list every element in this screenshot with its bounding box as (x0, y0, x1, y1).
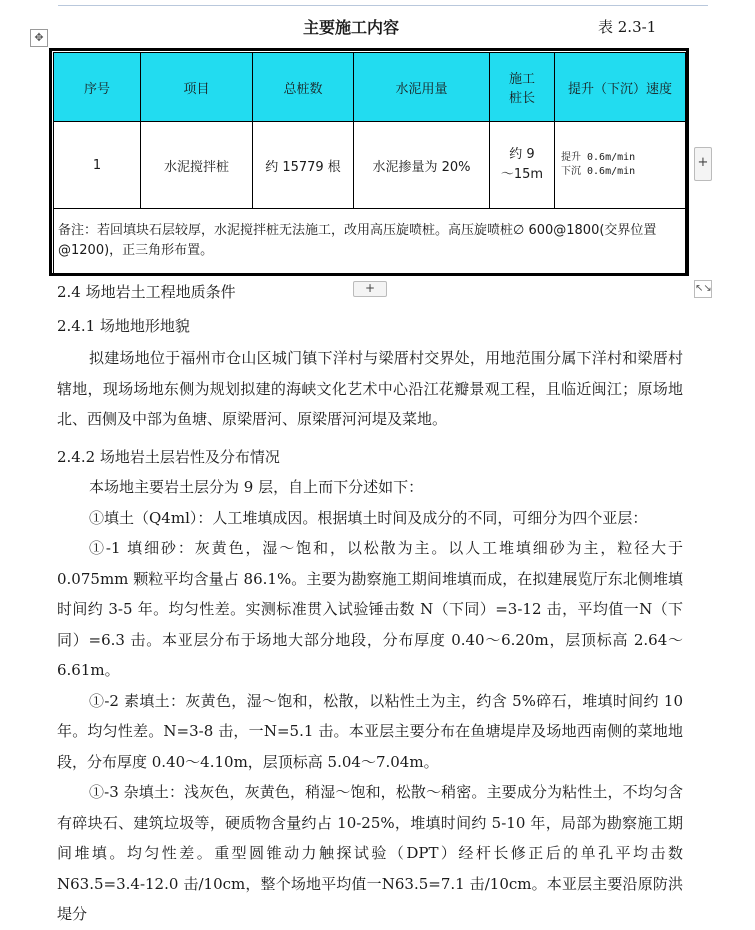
table-note-row (54, 209, 686, 274)
cell-cement[interactable]: 水泥掺量为 20% (354, 122, 490, 209)
page-top-rule (58, 0, 708, 6)
header-total-piles: 总桩数 (253, 53, 354, 122)
cell-total-piles[interactable]: 约 15779 根 (253, 122, 354, 209)
paragraph-text: 本场地主要岩土层分为 9 层，自上而下分述如下： (89, 478, 424, 496)
table-header-row (54, 53, 686, 122)
pile-length-line2: ～15m (500, 167, 544, 182)
header-item: 项目 (141, 53, 253, 122)
heading-2-4-2: 2.4.2 场地岩土层岩性及分布情况 (57, 448, 280, 466)
paragraph-text: 拟建场地位于福州市仓山区城门镇下洋村与梁厝村交界处，用地范围分属下洋村和梁厝村辖地，现场场地东侧为规划拟建的海峡文化艺术中心沿江花瓣景观工程，且临近闽江；原场地北、西侧及中部为鱼塘、原梁厝河、原梁厝河河堤及菜地。 (57, 349, 683, 428)
speed-down: 下沉 0.6m/min (561, 166, 636, 177)
cell-speed[interactable] (555, 122, 686, 209)
header-speed: 提升（下沉）速度 (555, 53, 686, 122)
header-cement: 水泥用量 (354, 53, 490, 122)
cell-pile-length[interactable] (490, 122, 555, 209)
paragraph-terrain (57, 343, 683, 435)
header-pile-length (490, 53, 555, 122)
heading-2-4: 2.4 场地岩土工程地质条件 (57, 283, 236, 301)
header-pile-length-line1: 施工 (508, 72, 535, 87)
pile-length-line1: 约 9 (509, 147, 535, 162)
header-index: 序号 (54, 53, 141, 122)
speed-up: 提升 0.6m/min (561, 152, 636, 163)
table-move-handle-icon[interactable]: ✥ (30, 29, 48, 47)
paragraph-text: ①-2 素填土：灰黄色，湿～饱和，松散，以粘性土为主，约含 5%碎石，堆填时间约 10 年。均匀性差。N=3-8 击，一N=5.1 击。本亚层主要分布在鱼塘堤岸及场地西南侧的菜地地段，分布厚度 0.40～4.10m，层顶标高 5.04～7.04m。 (57, 691, 683, 771)
paragraph-layers (57, 472, 683, 930)
cell-note[interactable]: 备注：若回填块石层较厚，水泥搅拌桩无法施工，改用高压旋喷桩。高压旋喷桩∅ 600@1800(交界位置@1200)，正三角形布置。 (54, 209, 686, 274)
table-resize-handle-icon[interactable]: ↖↘ (694, 280, 712, 298)
heading-2-4-1: 2.4.1 场地地形地貌 (57, 317, 190, 335)
table-title: 主要施工内容 (303, 18, 400, 37)
cell-item[interactable]: 水泥搅拌桩 (141, 122, 253, 209)
paragraph-text: ①填土（Q4ml）：人工堆填成因。根据填土时间及成分的不同，可细分为四个亚层： (89, 508, 648, 527)
header-pile-length-line2: 桩长 (508, 91, 535, 106)
add-row-button[interactable]: + (353, 281, 387, 297)
cell-index[interactable]: 1 (54, 122, 141, 209)
add-column-button[interactable]: + (694, 147, 712, 181)
construction-table (49, 48, 689, 276)
table-row (54, 122, 686, 209)
table-number: 表 2.3-1 (598, 18, 657, 36)
paragraph-text: ①-3 杂填土：浅灰色，灰黄色，稍湿～饱和，松散～稍密。主要成分为粘性土，不均匀含有碎块石、建筑垃圾等，硬质物含量约占 10-25%，堆填时间约 5-10 年，局部为勘察施工期间堆填。均匀性差。重型圆锥动力触探试验（DPT）经杆长修正后的单孔平均击数 N63.5=3.4-12.0 击/10cm，整个场地平均值一N63.5=7.1 击/10cm。本亚层主要沿原防洪堤分 (57, 783, 683, 923)
paragraph-text: ①-1 填细砂：灰黄色，湿～饱和，以松散为主。以人工堆填细砂为主，粒径大于 0.075mm 颗粒平均含量占 86.1%。主要为勘察施工期间堆填而成，在拟建展览厅东北侧堆填时间约 3-5 年。均匀性差。实测标准贯入试验锤击数 N（下同）=3-12 击，平均值一N（下同）=6.3 击。本亚层分布于场地大部分地段，分布厚度 0.40～6.20m，层顶标高 2.64～6.61m。 (57, 539, 683, 679)
